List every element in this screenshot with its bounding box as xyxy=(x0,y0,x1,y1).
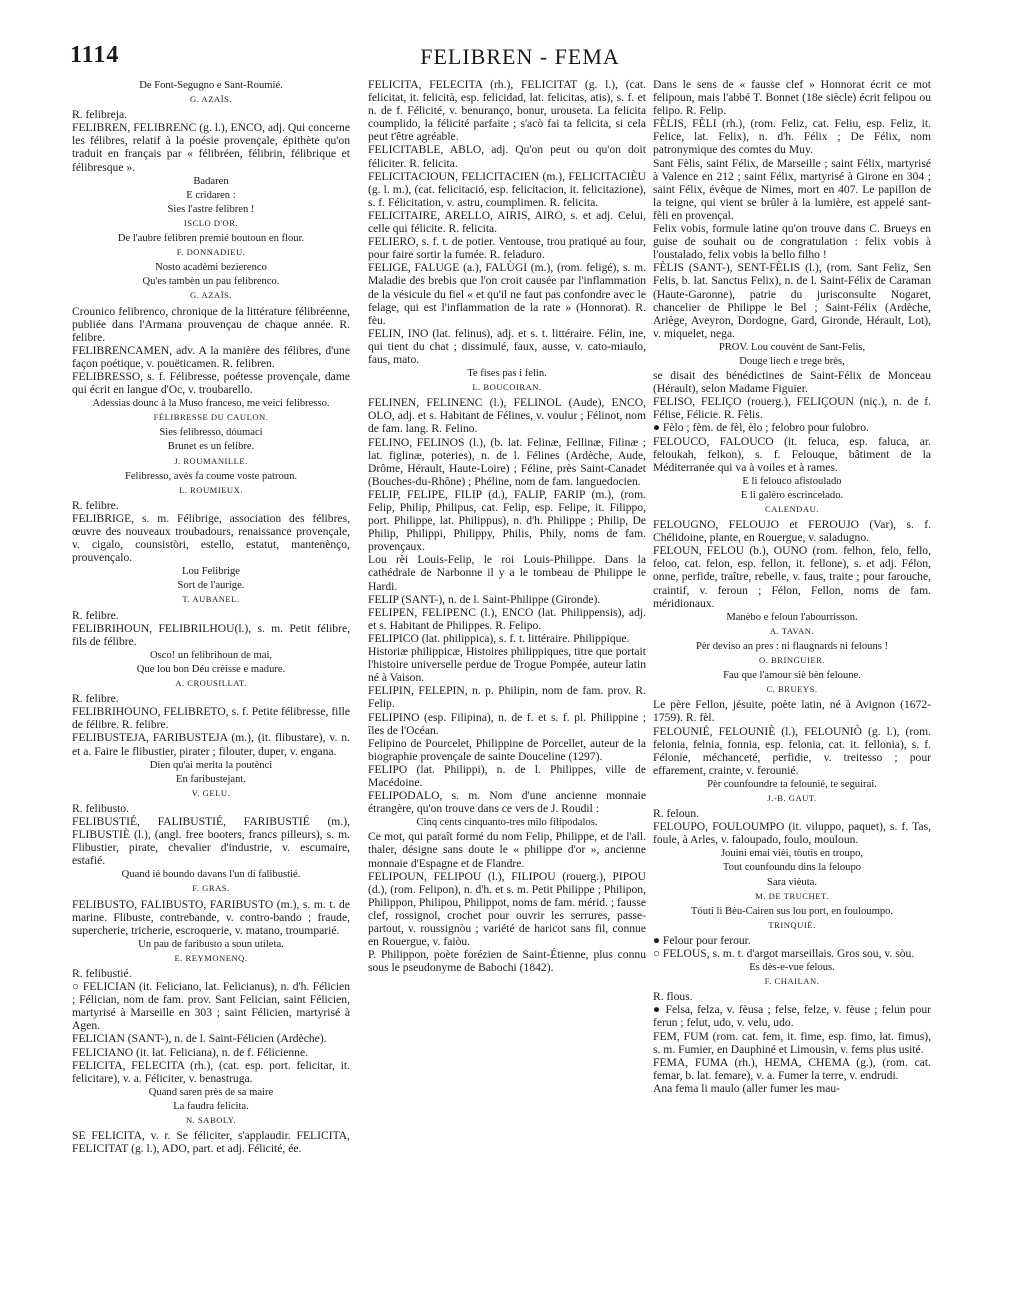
etymology-reference: R. felibustié. xyxy=(72,967,132,980)
quotation-attribution: A. CROUSILLAT. xyxy=(175,678,247,689)
quotation-attribution: TRINQUIÉ. xyxy=(768,919,816,930)
dictionary-entry: ● Felour pour ferour. xyxy=(653,933,751,947)
dictionary-entry: FELOUGNO, FELOUJO et FEROUJO (Var), s. f. Chélidoine, plante, en Rouergue, v. saladugno. xyxy=(653,518,931,545)
dictionary-entry: Sant Fèlis, saint Félix, de Marseille ; saint Félix, martyrisé à Valence en 212 ; saint Félix, martyrisé à Girone en 304 ; saint Félix, évêque de Nimes, mort en 407. Le papillon de la teigne, qui vient se brûler à la lumière, est appelé sant-fèli en provençal. xyxy=(653,156,931,222)
dictionary-entry: FELIBRIHOUN, FELIBRILHOU(l.), s. m. Petit félibre, fils de félibre. xyxy=(72,621,350,648)
dictionary-entry: FEMA, FUMA (rh.), HEMA, CHEMA (g.), (rom. cat. femar, b. lat. femare), v. a. Fumer la terre, v. endrudi. xyxy=(653,1055,931,1082)
etymology-reference: R. felibre. xyxy=(72,692,119,706)
page-header xyxy=(70,42,970,72)
quotation-attribution: F. DONNADIEU. xyxy=(176,247,246,258)
quotation-attribution: N. SABOLY. xyxy=(185,1115,237,1126)
dictionary-entry: FELINEN, FELINENC (l.), FELINOL (Aude), ENCO, OLO, adj. et s. Habitant de Félines, v. voulur ; Félinot, nom de fam. lang. R. Felino. xyxy=(368,396,646,436)
dictionary-entry: FELIBRIHOUNO, FELIBRETO, s. f. Petite félibresse, fille de félibre. R. felibre. xyxy=(72,705,350,732)
quotation-attribution: T. AUBANEL. xyxy=(182,594,240,605)
running-title: FELIBREN - FEMA xyxy=(420,44,620,69)
quotation-attribution: V. GELU. xyxy=(191,787,231,798)
dictionary-entry: FELICITA, FELECITA (rh.), (cat. esp. port. felicitar, it. felicitare), v. a. Féliciter, v. benastruga. xyxy=(72,1058,350,1085)
dictionary-entry: FELIPIN, FELEPIN, n. p. Philipin, nom de fam. prov. R. Felip. xyxy=(368,684,646,711)
dictionary-entry: Felix vobis, formule latine qu'on trouve dans C. Brueys en guise de souhait ou de congratulation : felix vobis à l'oustalado, felix vobis la bello filho ! xyxy=(653,222,931,262)
quotation-line: Badaren xyxy=(193,175,229,187)
quotation-attribution: A. TAVAN. xyxy=(769,625,815,636)
quotation-line: Que lou bon Déu crèisse e madure. xyxy=(136,663,286,675)
dictionary-entry: Felipino de Pourcelet, Philippine de Porcellet, auteur de la biographie provençale de sainte Douceline (1297). xyxy=(368,736,646,763)
dictionary-entry: FELICITAIRE, ARELLO, AIRIS, AIRO, s. et adj. Celui, celle qui félicite. R. felicita. xyxy=(368,208,646,236)
quotation-attribution: C. BRUEYS. xyxy=(766,684,818,695)
quotation-line: Quand saren près de sa maire xyxy=(148,1086,274,1098)
dictionary-entry: FELIP (SANT-), n. de l. Saint-Philippe (Gironde). xyxy=(368,592,601,606)
dictionary-entry: SE FELICITA, v. r. Se féliciter, s'applaudir. FELICITA, FELICITAT (g. l.), ADO, part. et adj. Félicité, ée. xyxy=(72,1129,350,1156)
quotation-line: E cridaren : xyxy=(186,189,236,201)
quotation-line: E li felouco afistoulado xyxy=(742,475,842,487)
quotation-attribution: F. CHAILAN. xyxy=(764,976,820,987)
dictionary-entry: FELIBRESSO, s. f. Félibresse, poétesse provençale, dame qui écrit en langue d'Oc, v. troubarello. xyxy=(72,369,350,397)
quotation-line: Sies l'astre felibren ! xyxy=(167,203,255,215)
dictionary-entry: Lou rèi Louis-Felip, le roi Louis-Philippe. Dans la cathédrale de Narbonne il y a le tombeau de Philippe le Hardi. xyxy=(368,553,646,593)
dictionary-entry: FELISO, FELIÇO (rouerg.), FELIÇOUN (niç.), n. de f. Félise, Félicie. R. Fèlis. xyxy=(653,395,931,422)
quotation-line: Tout counfoundu dins la feloupo xyxy=(722,862,862,874)
quotation-line: En faribustejant. xyxy=(175,773,246,785)
quotation-attribution: F. GRAS. xyxy=(192,883,230,894)
quotation-line: Pèr counfoundre ta felounié, te seguirai. xyxy=(707,778,877,790)
quotation-attribution: M. DE TRUCHET. xyxy=(755,890,829,901)
quotation-line: De l'aubre felibren premié boutoun en flour. xyxy=(117,233,305,245)
dictionary-entry: FELIN, INO (lat. felinus), adj. et s. t. littéraire. Félin, ine, qui tient du chat ; dissimulé, faux, ausse, v. cato-miaulo, faus, mato. xyxy=(368,326,646,366)
dictionary-entry: FELIP, FELIPE, FILIP (d.), FALIP, FARIP (m.), (rom. Felip, Philip, Philipus, cat. Felip, esp. Felipe, it. Filippo, port. Philippe, lat. Philippus), n. d'h. Philippe ; Philip, De Philip, Philippi, Philippy, Philis, Phily, noms de fam. provençaux. xyxy=(368,487,646,554)
dictionary-entry: FELIPEN, FELIPENC (l.), ENCO (lat. Philippensis), adj. et s. Habitant de Philippes. R. Felipo. xyxy=(368,605,646,632)
dictionary-entry: se disait des bénédictines de Saint-Félix de Monceau (Hérault), selon Madame Figuier. xyxy=(653,369,931,396)
dictionary-entry: Ana fema li maulo (aller fumer les mau- xyxy=(653,1081,841,1095)
dictionary-entry: Historiæ philippicæ, Histoires philippiques, titre que portait l'histoire universelle perdue de Trogue Pompée, auteur latin né à Vaison. xyxy=(368,645,646,685)
dictionary-entry: FELIBUSTEJA, FARIBUSTEJA (m.), (it. flibustare), v. n. et a. Faire le flibustier, pirater ; filouter, duper, v. engana. xyxy=(72,731,350,758)
etymology-reference: R. felibreja. xyxy=(72,108,128,122)
quotation-line: Osco! un felibrihoun de mai, xyxy=(149,649,273,661)
quotation-line: Cinq cents cinquanto-tres milo filipodalos. xyxy=(416,817,598,829)
quotation-attribution: G. AZAÏS. xyxy=(190,94,232,105)
quotation-line: Dien qu'ai merita la poutènci xyxy=(149,759,273,771)
dictionary-entry: FELINO, FELINOS (l.), (b. lat. Felinæ, Fellinæ, Filinæ ; lat. figlinæ, poteries), n. de l. Félines (Ardèche, Aude, Drôme, Hérault, Haute-Loire) ; Féline, près Saint-Canadet (Bouches-du-Rhône) ; Phéline, nom de fam. languedocien. xyxy=(368,435,646,488)
quotation-line: Nosto acadèmi bezierenco xyxy=(155,262,267,274)
dictionary-entry: ○ FELICIAN (it. Feliciano, lat. Felicianus), n. d'h. Félicien ; Félician, nom de fam. prov. Sant Felician, saint Félicien, martyrisé à Marseille en 303 ; saint Félicien, martyrisé à Agen. xyxy=(72,980,350,1033)
dictionary-entry: Ce mot, qui paraît formé du nom Felip, Philippe, et de l'all. thaler, désigne sans doute le « philippe d'or », ancienne monnaie d'Espagne et de Flandre. xyxy=(368,830,646,870)
column-2 xyxy=(368,78,646,1268)
dictionary-entry: Crounico felibrenco, chronique de la littérature félibréenne, publiée dans l'Armana prouvençau de chaque année. R. felibre. xyxy=(72,304,350,344)
quotation-line: Lou Felibrige xyxy=(182,566,240,578)
quotation-attribution: J.-B. GAUT. xyxy=(767,792,817,803)
quotation-attribution: L. BOUCOIRAN. xyxy=(472,382,542,393)
dictionary-entry: FEM, FUM (rom. cat. fem, it. fime, esp. fimo, lat. fimus), s. m. Fumier, en Dauphiné et Limousin, v. fems plus usité. xyxy=(653,1029,931,1056)
quotation-line: Brunet es un felibre. xyxy=(167,441,255,453)
dictionary-entry: FELOUN, FELOU (b.), OUNO (rom. felhon, felo, fello, feloo, cat. felon, esp. fellon, it. fellone), s. et adj. Félon, onne, perfide, traître, rebelle, v. faus, traite ; pour farouche, craintif, v. feroun ; Félon, Fellon, noms de fam. méridionaux. xyxy=(653,544,931,610)
dictionary-entry: FELICITACIOUN, FELICITACIEN (m.), FELICITACIÈU (g. l. m.), (cat. felicitació, esp. felicitacion, it. felicitazione), s. f. Félicitation, v. astru, coumplimen. R. felicita. xyxy=(368,169,646,209)
quotation-attribution: FÉLIBRESSE DU CAULON. xyxy=(153,412,269,423)
dictionary-entry: FELIPO (lat. Philippi), n. de l. Philippes, ville de Macédoine. xyxy=(368,762,646,789)
dictionary-entry: FELIBRENCAMEN, adv. A la manière des félibres, d'une façon poétique, v. pouëticamen. R. felibren. xyxy=(72,343,350,370)
quotation-line: Manèbo e feloun l'abourrisson. xyxy=(726,611,858,623)
quotation-attribution: ISCLO D'OR. xyxy=(183,217,239,228)
quotation-line: Adessias dounc à la Muso franceso, me veici felibresso. xyxy=(92,398,330,410)
dictionary-entry: FELIBUSTO, FALIBUSTO, FARIBUSTO (m.), s. m. t. de marine. Flibuste, contrebande, v. contro-bando ; fraude, supercherie, tricherie, escroquerie, v. matano, troumparié. xyxy=(72,897,350,937)
dictionary-entry: FELIBRIGE, s. m. Félibrige, association des félibres, œuvre des nouveaux troubadours, renaissance provençale, v. cigalo, counsistòri, estello, estatut, mantenènço, prouvençalo. xyxy=(72,511,350,565)
etymology-reference: R. felibre. xyxy=(72,498,119,512)
quotation-line: Un pau de faribusto a soun utileta. xyxy=(138,938,284,950)
dictionary-entry: FELIERO, s. f. t. de potier. Ventouse, trou pratiqué au four, pour faire sortir la fumée. R. feladuro. xyxy=(368,235,646,262)
quotation-line: Tóuti li Bèu-Cairen sus lou port, en fouloumpo. xyxy=(690,905,894,917)
dictionary-entry: FÈLIS (SANT-), SENT-FÈLIS (l.), (rom. Sant Feliz, Sen Felis, b. lat. Sanctus Felix), n. de l. Saint-Félix de Caraman (Haute-Garonne), patrie du jurisconsulte Nogaret, chancelier de Philippe le Bel ; Saint-Félix (Ardèche, Ariège, Aveyron, Dordogne, Gard, Gironde, Hérault, Lot), v. miquelet, nega. xyxy=(653,261,931,340)
quotation-attribution: J. ROUMANILLE. xyxy=(174,455,248,466)
quotation-line: Fau que l'amour siè bèn feloune. xyxy=(723,670,861,682)
quotation-attribution: L. ROUMIEUX. xyxy=(178,484,243,495)
quotation-line: Sort de l'aurige. xyxy=(177,580,245,592)
quotation-attribution: O. BRINGUIER. xyxy=(759,655,825,666)
dictionary-entry: FELIPINO (esp. Filipina), n. de f. et s. f. pl. Philippine ; îles de l'Océan. xyxy=(368,710,646,737)
quotation-line: Jouini emai vièi, tòutis en troupo, xyxy=(720,848,864,860)
dictionary-entry: FELIPODALO, s. m. Nom d'une ancienne monnaie étrangère, qu'on trouve dans ce vers de J. Roudil : xyxy=(368,789,646,816)
column-3 xyxy=(653,78,931,1268)
quotation-line: Qu'es tambèn un pau felibrenco. xyxy=(142,276,280,288)
quotation-attribution: CALENDAU. xyxy=(765,504,819,514)
quotation-line: Te fises pas i felin. xyxy=(467,368,547,380)
etymology-reference: R. feloun. xyxy=(653,807,700,821)
etymology-reference: R. flous. xyxy=(653,990,693,1004)
quotation-attribution: G. AZAÏS. xyxy=(190,290,232,301)
dictionary-entry: FELOUCO, FALOUCO (it. feluca, esp. faluca, ar. feloukah, felkon), s. f. Felouque, bâtiment de la Méditerranée qui va à voiles et à rames. xyxy=(653,434,931,474)
etymology-reference: R. felibusto. xyxy=(72,801,130,815)
dictionary-entry: FELIPICO (lat. philippica), s. f. t. littéraire. Philippique. xyxy=(368,631,630,645)
quotation-line: Douge liech e trege brès, xyxy=(739,355,845,367)
column-1 xyxy=(72,78,350,1268)
dictionary-entry: FÈLIS, FÈLI (rh.), (rom. Feliz, cat. Feliu, esp. Feliz, it. Felice, lat. Felix), n. d'h. Félix ; De Félix, nom patronymique des comtes du Muy. xyxy=(653,117,931,157)
dictionary-entry: FELICIAN (SANT-), n. de l. Saint-Félicien (Ardèche). xyxy=(72,1032,327,1046)
quotation-line: PROV. Lou couvènt de Sant-Felis, xyxy=(718,341,866,353)
dictionary-entry: FELICITABLE, ABLO, adj. Qu'on peut ou qu'on doit féliciter. R. felicita. xyxy=(368,143,646,170)
quotation-line: Felibresso, avès fa coume voste patroun. xyxy=(124,470,298,482)
quotation-line: Sies felibresso, dóumaci xyxy=(159,427,263,439)
quotation-attribution: E. REYMONENQ. xyxy=(174,952,248,963)
dictionary-entry: FELIPOUN, FELIPOU (l.), FILIPOU (rouerg.), PIPOU (d.), (rom. Felipon), n. d'h. et s. m. Petit Philippe ; Philipon, Philippon, Philipou, Philippot, noms de fam. mérid. ; fausse clef, rossignol, crochet pour ouvrir les serrures, passe-partout, v. roussignòu ; variété de haricot sans fil, connue en Rouergue, v. faiòu. xyxy=(368,869,646,949)
quotation-line: Es dès-e-vue felous. xyxy=(749,962,835,974)
dictionary-entry: Dans le sens de « fausse clef » Honnorat écrit ce mot felipoun, mais l'abbé T. Bonnet (18e siècle) écrit felipou ou felipo. R. Felip. xyxy=(653,78,931,118)
dictionary-entry: ● Fèlo ; fèm. de fèl, èlo ; felobro pour fulobro. xyxy=(653,421,869,435)
dictionary-entry: Le père Fellon, jésuite, poète latin, né à Avignon (1672-1759). R. fèl. xyxy=(653,698,931,725)
quotation-line: Sara vièuta. xyxy=(766,876,817,888)
quotation-line: Pèr deviso an pres : ni flaugnards ni felouns ! xyxy=(695,640,889,652)
dictionary-entry: FELOUNIÉ, FELOUNIÈ (l.), FELOUNIÒ (g. l.), (rom. felonia, felnia, fonnia, esp. felonia, cat. it. fellonia), s. f. Félonie, méchanceté, perfidie, v. treitesso ; pour effarement, crainte, v. ferounié. xyxy=(653,724,931,777)
dictionary-entry: FELICIANO (it. lat. Feliciana), n. de f. Félicienne. xyxy=(72,1045,308,1059)
quotation-line: E li galèro escrincelado. xyxy=(740,489,844,501)
dictionary-entry: ○ FELOUS, s. m. t. d'argot marseillais. Gros sou, v. sòu. xyxy=(653,947,915,960)
dictionary-entry: P. Philippon, poète forézien de Saint-Étienne, plus connu sous le pseudonyme de Babochi (1842). xyxy=(368,948,646,975)
dictionary-entry: FELIBUSTIÉ, FALIBUSTIÉ, FARIBUSTIÉ (m.), FLIBUSTIÈ (l.), (angl. free booters, francs pilleurs), s. m. Flibustier, pirate, chevalier d'industrie, v. escumaire, estafié. xyxy=(72,814,350,868)
etymology-reference: R. felibre. xyxy=(72,608,119,622)
dictionary-entry: FELIGE, FALUGE (a.), FALÙGI (m.), (rom. feligé), s. m. Maladie des brebis que l'on croit causée par l'inflammation de la vésicule du fiel « et qu'il ne faut pas confondre avec le felage, qui est l'inflammation de la rate » (Honnorat). R. fèu. xyxy=(368,261,646,327)
dictionary-entry: ● Felsa, felza, v. fèusa ; felse, felze, v. fèuse ; felun pour ferun ; felut, udo, v. velu, udo. xyxy=(653,1003,931,1030)
quotation-line: La faudra felicita. xyxy=(173,1100,249,1112)
page-number: 1114 xyxy=(70,42,120,68)
quotation-line: De Font-Segugno e Sant-Roumié. xyxy=(139,80,283,91)
dictionary-entry: FELIBREN, FELIBRENC (g. l.), ENCO, adj. Qui concerne les félibres, relatif à la poésie provençale, épithète qu'on traduit en français par « félibréen, félibrin, félibrique et félibresque ». xyxy=(72,121,350,174)
dictionary-entry: FELOUPO, FOULOUMPO (it. viluppo, paquet), s. f. Tas, foule, à Arles, v. faloupado, foulo, mouloun. xyxy=(653,820,931,847)
dictionary-entry: FELICITA, FELECITA (rh.), FELICITAT (g. l.), (cat. felicitat, it. felicità, esp. felicidad, lat. felicitas, atis), s. f. et n. de f. Félicité, v. benuranço, bonur, urouseta. La felicita coumplido, la félicité parfaite ; s'acò fai ta felicita, si cela peut t'être agréable. xyxy=(368,78,646,144)
quotation-line: Quand ié boundo davans l'un di falibustié. xyxy=(121,869,301,881)
